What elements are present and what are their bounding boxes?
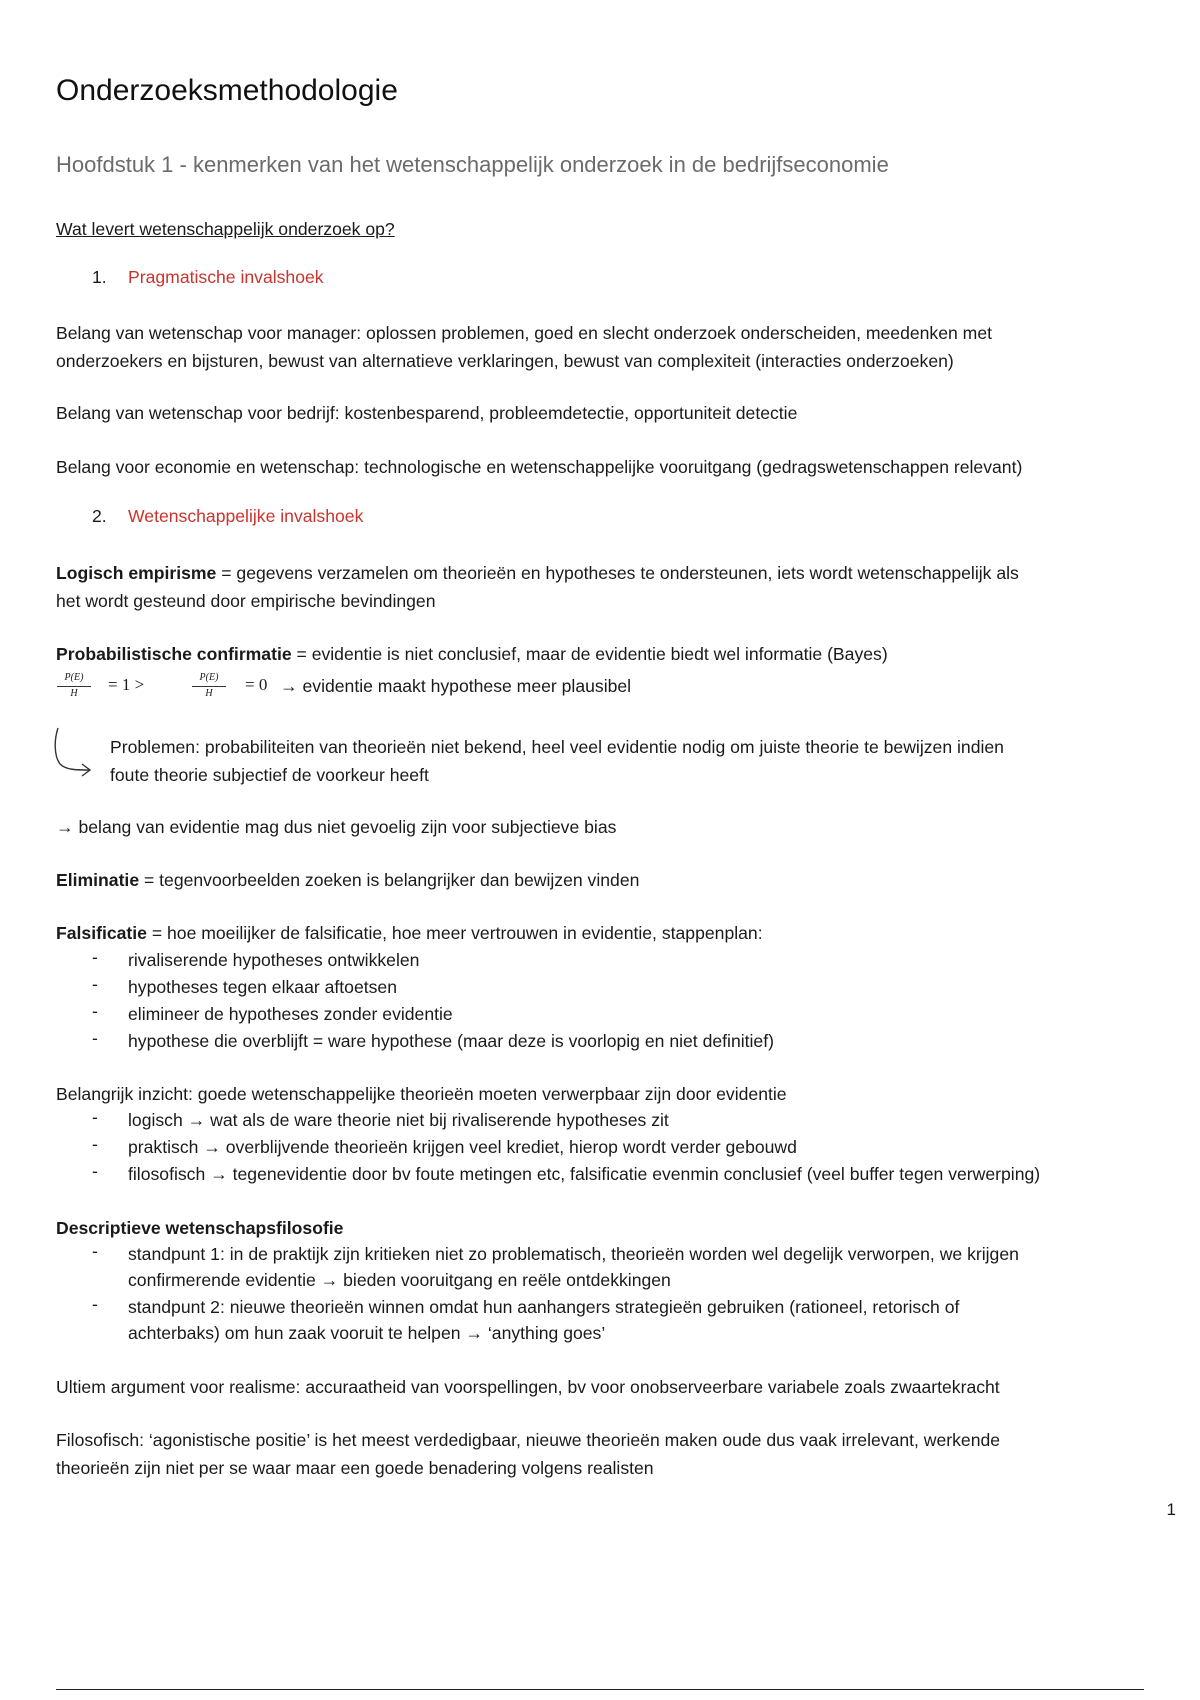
belang-economie: Belang voor economie en wetenschap: technologische en wetenschappelijke vooruitgang (gedragswetenschappen relevant) <box>56 457 1023 477</box>
filosofisch-line2: theorieën zijn niet per se waar maar een goede benadering volgens realisten <box>56 1458 654 1478</box>
list-bullet: - <box>92 1161 98 1181</box>
belang-manager-line1: Belang van wetenschap voor manager: oplossen problemen, goed en slecht onderzoek onderscheiden, meedenken met <box>56 323 993 343</box>
list-item: hypothese die overblijft = ware hypothese (maar deze is voorlopig en niet definitief) <box>128 1031 774 1051</box>
formula-conclusion: → evidentie maakt hypothese meer plausibel <box>280 676 632 696</box>
list-bullet: - <box>92 1134 98 1154</box>
fraction1-numerator: P(E) <box>64 672 84 683</box>
list-item: praktisch → overblijvende theorieën krijgen veel krediet, hierop wordt verder gebouwd <box>128 1137 797 1157</box>
list-bullet: - <box>92 1107 98 1127</box>
fraction1-bar <box>57 686 91 687</box>
list-bullet: - <box>92 1001 98 1021</box>
section2-label: Wetenschappelijke invalshoek <box>128 506 364 526</box>
logisch-empirisme-definition: = gegevens verzamelen om theorieën en hypotheses te ondersteunen, iets wordt wetenschappelijk als <box>216 563 1019 583</box>
list-bullet: - <box>92 1241 98 1261</box>
eliminatie <box>56 866 639 894</box>
list-item-line1: standpunt 1: in de praktijk zijn kritieken niet zo problematisch, theorieën worden wel degelijk verworpen, we krijgen <box>128 1244 1019 1264</box>
logisch-empirisme-line1 <box>56 559 1019 587</box>
section1-label: Pragmatische invalshoek <box>128 267 324 287</box>
fraction1-denominator: H <box>70 688 78 699</box>
ultiem-argument: Ultiem argument voor realisme: accuraatheid van voorspellingen, bv voor onobserveerbare variabele zoals zwaartekracht <box>56 1377 1000 1397</box>
list-bullet: - <box>92 1294 98 1314</box>
section1-number: 1. <box>92 267 107 287</box>
eliminatie-definition: = tegenvoorbeelden zoeken is belangrijker dan bewijzen vinden <box>139 870 640 890</box>
chapter-heading: Hoofdstuk 1 - kenmerken van het wetenschappelijk onderzoek in de bedrijfseconomie <box>56 152 889 177</box>
fraction2-denominator: H <box>205 688 213 699</box>
logisch-empirisme-term: Logisch empirisme <box>56 563 217 583</box>
fraction2-bar <box>192 686 226 687</box>
logisch-empirisme-line2: het wordt gesteund door empirische bevindingen <box>56 591 436 611</box>
belang-evidentie: → belang van evidentie mag dus niet gevoelig zijn voor subjectieve bias <box>56 817 617 837</box>
problemen-line1: Problemen: probabiliteiten van theorieën niet bekend, heel veel evidentie nodig om juiste theorie te bewijzen indien <box>110 737 1004 757</box>
list-bullet: - <box>92 947 98 967</box>
list-item: hypotheses tegen elkaar aftoetsen <box>128 977 397 997</box>
page-number: 1 <box>1166 1500 1176 1519</box>
formula-eq2: = 0 <box>245 675 268 694</box>
list-item: logisch → wat als de ware theorie niet bij rivaliserende hypotheses zit <box>128 1110 669 1130</box>
probabilistische-confirmatie <box>56 640 888 668</box>
document-title: Onderzoeksmethodologie <box>56 74 398 107</box>
descriptieve-heading: Descriptieve wetenschapsfilosofie <box>56 1218 344 1238</box>
falsificatie-definition: = hoe moeilijker de falsificatie, hoe meer vertrouwen in evidentie, stappenplan: <box>146 923 763 943</box>
list-bullet: - <box>92 1028 98 1048</box>
problemen-line2: foute theorie subjectief de voorkeur heeft <box>110 765 429 785</box>
eliminatie-term: Eliminatie <box>56 870 140 890</box>
list-item: filosofisch → tegenevidentie door bv foute metingen etc, falsificatie evenmin conclusief (veel buffer tegen verwerping) <box>128 1164 1041 1184</box>
list-item: rivaliserende hypotheses ontwikkelen <box>128 950 420 970</box>
list-item: elimineer de hypotheses zonder evidentie <box>128 1004 453 1024</box>
belang-manager-line2: onderzoekers en bijsturen, bewust van alternatieve verklaringen, bewust van complexiteit (interacties onderzoeken) <box>56 351 954 371</box>
question-heading: Wat levert wetenschappelijk onderzoek op? <box>56 219 395 239</box>
list-item-line2: achterbaks) om hun zaak vooruit te helpen → ‘anything goes’ <box>128 1323 606 1343</box>
falsificatie <box>56 919 763 947</box>
fraction2-numerator: P(E) <box>199 672 219 683</box>
belang-bedrijf: Belang van wetenschap voor bedrijf: kostenbesparend, probleemdetectie, opportuniteit detectie <box>56 403 798 423</box>
list-item-line1: standpunt 2: nieuwe theorieën winnen omdat hun aanhangers strategieën gebruiken (rationeel, retorisch of <box>128 1297 960 1317</box>
list-item-line2: confirmerende evidentie → bieden vooruitgang en reële ontdekkingen <box>128 1270 671 1290</box>
probabilistische-confirmatie-definition: = evidentie is niet conclusief, maar de evidentie biedt wel informatie (Bayes) <box>291 644 888 664</box>
probabilistische-confirmatie-term: Probabilistische confirmatie <box>56 644 292 664</box>
filosofisch-line1: Filosofisch: ‘agonistische positie’ is het meest verdedigbaar, nieuwe theorieën maken oude dus vaak irrelevant, werkende <box>56 1430 1001 1450</box>
formula-eq1: = 1 > <box>108 675 145 694</box>
footer-divider <box>56 1689 1144 1690</box>
section2-number: 2. <box>92 506 107 526</box>
curved-arrow-icon <box>52 726 96 780</box>
list-bullet: - <box>92 974 98 994</box>
belangrijk-inzicht: Belangrijk inzicht: goede wetenschappelijke theorieën moeten verwerpbaar zijn door evidentie <box>56 1084 787 1104</box>
falsificatie-term: Falsificatie <box>56 923 147 943</box>
